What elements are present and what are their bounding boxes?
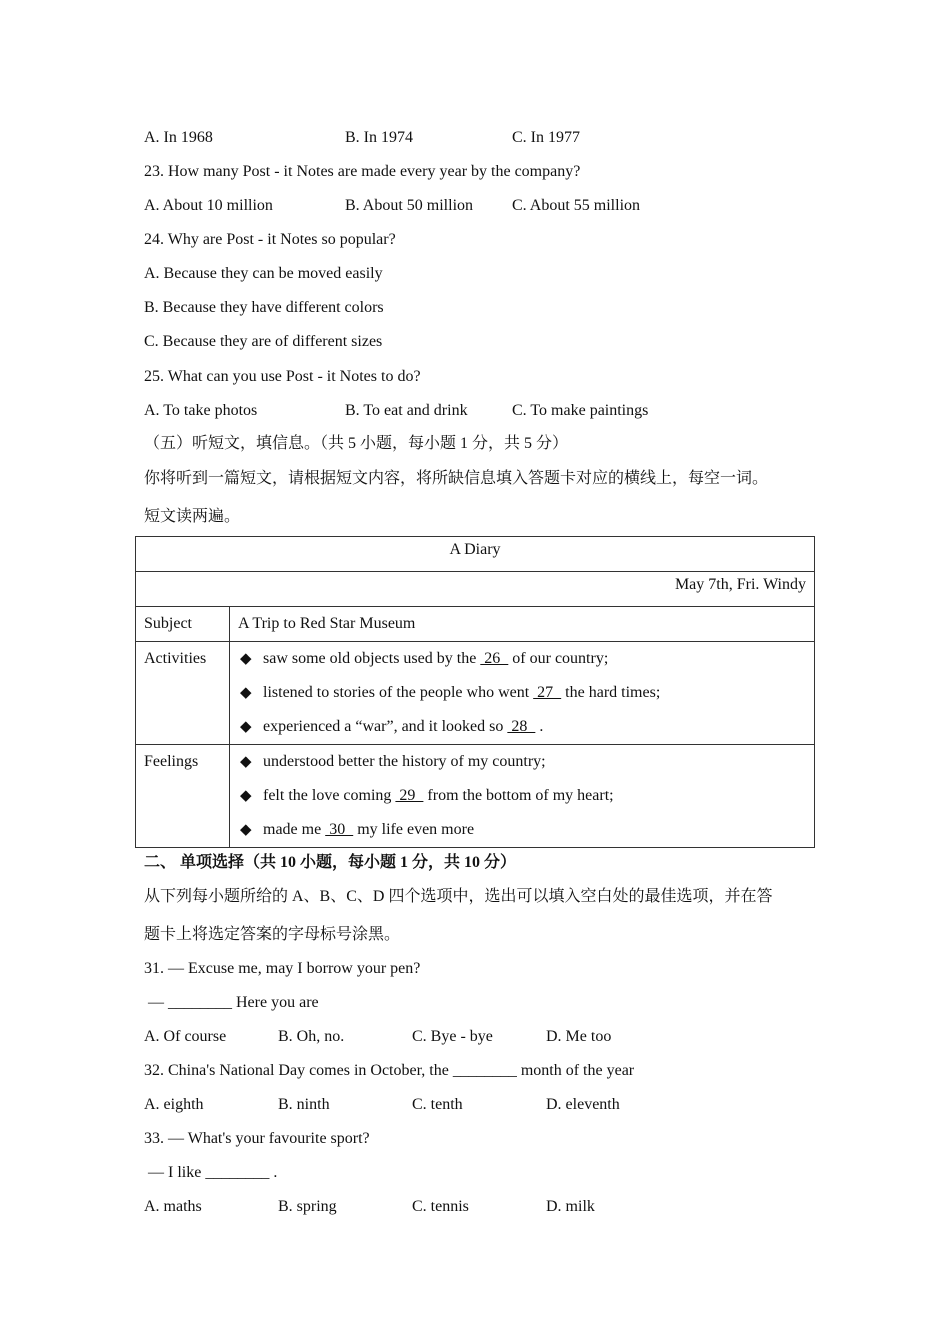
q31-option-d: D. Me too [546,1028,612,1045]
blank-29: 29 [395,787,424,804]
q23-option-b: B. About 50 million [345,197,474,214]
q22-option-a: A. In 1968 [144,129,213,146]
q23-option-a: A. About 10 million [144,197,273,214]
subject-label: Subject [136,607,230,642]
q24-stem: 24. Why are Post - it Notes so popular? [144,231,396,248]
q31-option-b: B. Oh, no. [278,1028,345,1045]
feelings-label: Feelings [136,745,230,848]
feeling-item: ◆ made me 30 my life even more [238,817,806,847]
q33-option-c: C. tennis [412,1198,469,1215]
q24-option-b: B. Because they have different colors [144,299,384,316]
diamond-bullet-icon: ◆ [240,822,252,838]
section5-instruction-2: 短文读两遍。 [144,508,241,525]
part2-instruction-1: 从下列每小题所给的 A、B、C、D 四个选项中，选出可以填入空白处的最佳选项，并在答 [144,888,773,905]
blank-26: 26 [480,650,509,667]
q32-option-a: A. eighth [144,1096,204,1113]
feeling-item: ◆ understood better the history of my country; [238,749,806,783]
q32-option-b: B. ninth [278,1096,330,1113]
diary-date: May 7th, Fri. Windy [136,572,815,607]
diamond-bullet-icon: ◆ [240,788,252,804]
part2-heading: 二、 单项选择（共 10 小题，每小题 1 分，共 10 分） [144,854,517,871]
q31-option-c: C. Bye - bye [412,1028,493,1045]
blank-27: 27 [533,684,562,701]
q25-stem: 25. What can you use Post - it Notes to do? [144,368,421,385]
q24-option-c: C. Because they are of different sizes [144,333,383,350]
q22-option-c: C. In 1977 [512,129,580,146]
q23-option-c: C. About 55 million [512,197,641,214]
q33-option-d: D. milk [546,1198,595,1215]
q33-reply: — I like ________ . [144,1164,278,1181]
blank-30: 30 [325,821,354,838]
feelings-list [230,745,815,848]
q22-option-b: B. In 1974 [345,129,413,146]
q32-option-d: D. eleventh [546,1096,620,1113]
q23-stem: 23. How many Post - it Notes are made every year by the company? [144,163,581,180]
subject-value: A Trip to Red Star Museum [230,607,815,642]
diary-table [135,536,815,848]
q31-stem: 31. — Excuse me, may I borrow your pen? [144,960,421,977]
activity-item: ◆ listened to stories of the people who went 27 the hard times; [238,680,806,714]
section5-heading: （五）听短文，填信息。（共 5 小题，每小题 1 分，共 5 分） [144,435,569,452]
activity-item: ◆ saw some old objects used by the 26 of our country; [238,646,806,680]
q25-option-b: B. To eat and drink [345,402,468,419]
section5-instruction-1: 你将听到一篇短文，请根据短文内容，将所缺信息填入答题卡对应的横线上，每空一词。 [144,470,769,487]
diary-title: A Diary [136,537,815,572]
part2-instruction-2: 题卡上将选定答案的字母标号涂黑。 [144,926,401,943]
diamond-bullet-icon: ◆ [240,719,252,735]
q32-stem: 32. China's National Day comes in October, the ________ month of the year [144,1062,635,1079]
q32-option-c: C. tenth [412,1096,463,1113]
diamond-bullet-icon: ◆ [240,651,252,667]
q33-stem: 33. — What's your favourite sport? [144,1130,370,1147]
q31-option-a: A. Of course [144,1028,227,1045]
activities-label: Activities [136,642,230,745]
diamond-bullet-icon: ◆ [240,754,252,770]
q31-reply: — ________ Here you are [144,994,319,1011]
q25-option-c: C. To make paintings [512,402,649,419]
diamond-bullet-icon: ◆ [240,685,252,701]
feeling-item: ◆ felt the love coming 29 from the bottom of my heart; [238,783,806,817]
q24-option-a: A. Because they can be moved easily [144,265,383,282]
q33-option-a: A. maths [144,1198,202,1215]
blank-28: 28 [507,718,536,735]
activity-item: ◆ experienced a “war”, and it looked so 28 . [238,714,806,744]
q25-option-a: A. To take photos [144,402,258,419]
activities-list [230,642,815,745]
q33-option-b: B. spring [278,1198,337,1215]
